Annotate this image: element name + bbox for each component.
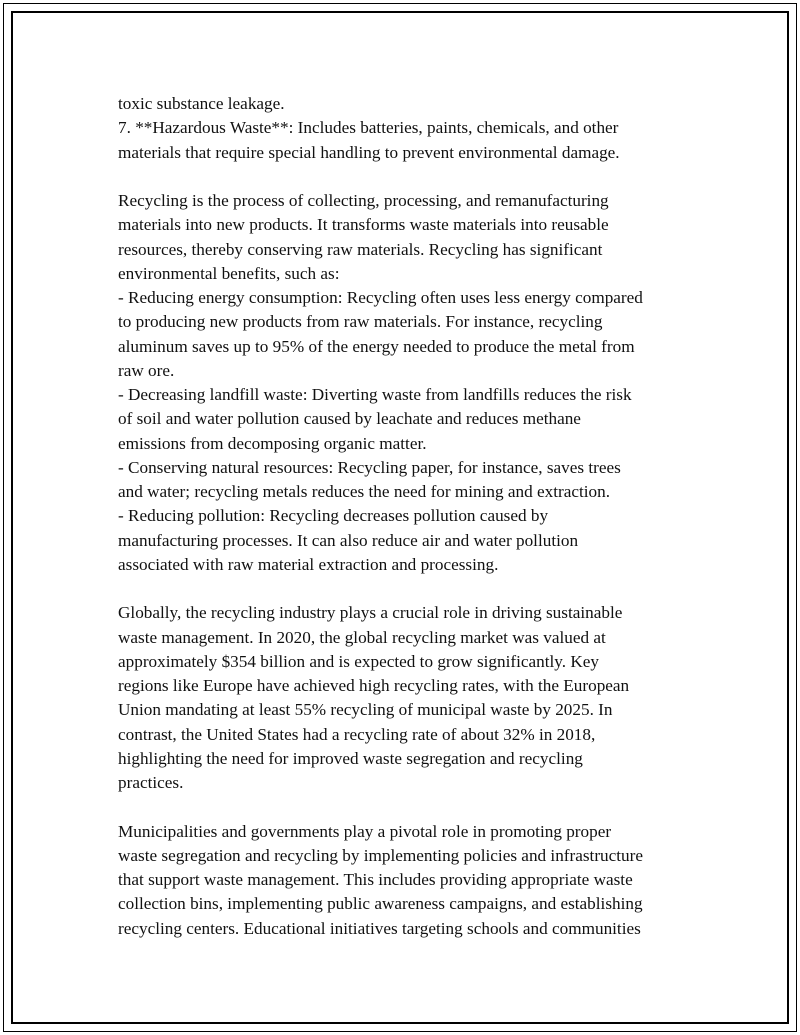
text-line: Globally, the recycling industry plays a crucial role in driving sustainable — [118, 603, 623, 623]
paragraph-spacer — [118, 577, 688, 601]
text-line: recycling centers. Educational initiatives targeting schools and communities — [118, 918, 641, 938]
text-line: emissions from decomposing organic matter. — [118, 433, 427, 453]
text-line: collection bins, implementing public awareness campaigns, and establishing — [118, 894, 643, 914]
text-line: - Decreasing landfill waste: Diverting waste from landfills reduces the risk — [118, 385, 632, 404]
text-line: waste management. In 2020, the global recycling market was valued at — [118, 627, 606, 647]
text-line: Municipalities and governments play a pivotal role in promoting proper — [118, 821, 612, 841]
text-line: raw ore. — [118, 360, 175, 380]
text-line: 7. **Hazardous Waste**: Includes batteries, paints, chemicals, and other — [118, 118, 619, 138]
text-line: regions like Europe have achieved high recycling rates, with the European — [118, 676, 630, 695]
text-line: - Reducing energy consumption: Recycling often uses less energy compared — [118, 288, 643, 307]
paragraph-spacer — [118, 165, 688, 189]
text-line: - Conserving natural resources: Recycling paper, for instance, saves trees — [118, 457, 621, 477]
text-line: - Reducing pollution: Recycling decreases pollution caused by — [118, 506, 549, 526]
paragraph-recycling-benefits — [118, 189, 688, 577]
text-line: associated with raw material extraction and processing. — [118, 554, 499, 574]
text-line: practices. — [118, 773, 184, 792]
paragraph-hazardous-waste — [118, 92, 688, 165]
text-line: manufacturing processes. It can also reduce air and water pollution — [118, 530, 579, 550]
text-line: contrast, the United States had a recycling rate of about 32% in 2018, — [118, 724, 596, 744]
text-line: Union mandating at least 55% recycling of municipal waste by 2025. In — [118, 700, 613, 720]
text-line: that support waste management. This includes providing appropriate waste — [118, 870, 633, 889]
text-line: toxic substance leakage. — [118, 94, 285, 113]
text-line: environmental benefits, such as: — [118, 263, 340, 283]
text-line: highlighting the need for improved waste segregation and recycling — [118, 748, 583, 768]
text-line: materials into new products. It transforms waste materials into reusable — [118, 215, 609, 235]
text-line: aluminum saves up to 95% of the energy needed to produce the metal from — [118, 336, 635, 356]
paragraph-spacer — [118, 795, 688, 819]
text-line: Recycling is the process of collecting, processing, and remanufacturing — [118, 191, 609, 210]
text-line: approximately $354 billion and is expected to grow significantly. Key — [118, 651, 599, 671]
paragraph-municipalities — [118, 820, 688, 941]
text-line: to producing new products from raw materials. For instance, recycling — [118, 312, 603, 332]
text-line: of soil and water pollution caused by leachate and reduces methane — [118, 409, 581, 429]
text-line: and water; recycling metals reduces the need for mining and extraction. — [118, 482, 611, 501]
text-line: resources, thereby conserving raw materials. Recycling has significant — [118, 239, 603, 259]
text-line: waste segregation and recycling by implementing policies and infrastructure — [118, 845, 643, 865]
paragraph-global-recycling — [118, 601, 688, 795]
document-body — [118, 92, 688, 941]
text-line: materials that require special handling to prevent environmental damage. — [118, 142, 620, 162]
